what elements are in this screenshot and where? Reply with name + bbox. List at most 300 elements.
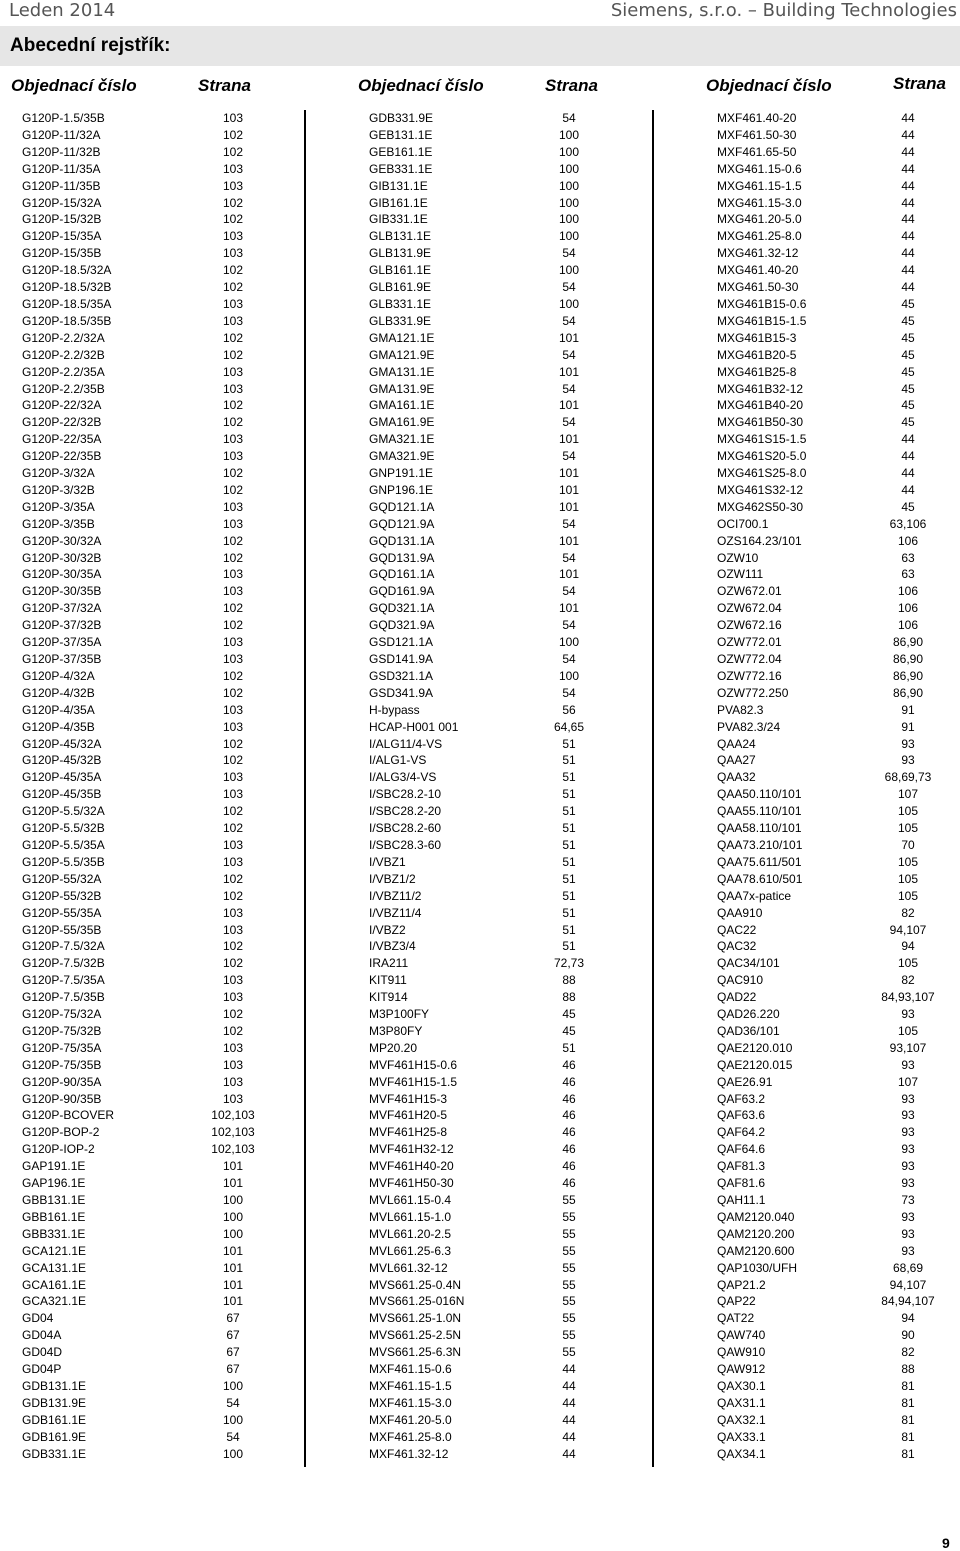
page-reference: 84,94,107 xyxy=(881,1294,935,1309)
order-number: I/VBZ1 xyxy=(369,854,406,869)
order-number: QAC34/101 xyxy=(717,956,780,971)
order-number: QAF64.6 xyxy=(717,1142,766,1157)
order-number: GCA161.1E xyxy=(22,1277,87,1292)
page-reference: 86,90 xyxy=(892,635,924,650)
order-number: G120P-30/35B xyxy=(22,584,102,599)
order-number: GMA321.1E xyxy=(369,432,435,447)
page-reference: 54 xyxy=(562,313,576,328)
order-number: GDB331.1E xyxy=(22,1446,87,1461)
page-reference: 101 xyxy=(222,1159,244,1174)
page-reference: 67 xyxy=(226,1311,240,1326)
page-reference: 54 xyxy=(562,246,576,261)
index-row xyxy=(369,516,639,533)
order-number: MXG461B15-0.6 xyxy=(717,296,807,311)
order-number: G120P-4/32B xyxy=(22,685,95,700)
page-reference: 102 xyxy=(222,888,244,903)
order-number: G120P-IOP-2 xyxy=(22,1142,95,1157)
order-number: QAF64.2 xyxy=(717,1125,766,1140)
order-number: QAW912 xyxy=(717,1362,766,1377)
order-number: GAP196.1E xyxy=(22,1176,86,1191)
page-reference: 67 xyxy=(226,1345,240,1360)
order-number: MXG461.15-0.6 xyxy=(717,161,802,176)
page-reference: 84,93,107 xyxy=(881,990,935,1005)
index-row xyxy=(369,1107,639,1124)
index-row xyxy=(22,1310,292,1327)
order-number: QAW910 xyxy=(717,1345,766,1360)
index-row xyxy=(369,1344,639,1361)
page-reference: 44 xyxy=(901,246,915,261)
page-reference: 51 xyxy=(562,939,576,954)
order-number: G120P-11/32A xyxy=(22,127,101,142)
page-reference: 101 xyxy=(558,533,580,548)
index-row xyxy=(22,1446,292,1463)
order-number: G120P-2.2/32B xyxy=(22,347,105,362)
page-reference: 81 xyxy=(901,1412,915,1427)
order-number: G120P-45/32B xyxy=(22,753,102,768)
index-row xyxy=(717,499,957,516)
page-reference: 55 xyxy=(562,1243,576,1258)
page-reference: 51 xyxy=(562,736,576,751)
page-reference: 51 xyxy=(562,753,576,768)
page-reference: 46 xyxy=(562,1074,576,1089)
index-row xyxy=(22,347,292,364)
index-row xyxy=(717,871,957,888)
index-row xyxy=(369,330,639,347)
order-number: GCA131.1E xyxy=(22,1260,87,1275)
index-row xyxy=(22,397,292,414)
index-row xyxy=(369,1327,639,1344)
order-number: GNP196.1E xyxy=(369,482,434,497)
order-number: G120P-18.5/35A xyxy=(22,296,112,311)
order-number: MVL661.15-0.4 xyxy=(369,1193,452,1207)
index-row xyxy=(22,1091,292,1108)
page-reference: 54 xyxy=(562,652,576,666)
index-row xyxy=(717,1344,957,1361)
order-number: GCA121.1E xyxy=(22,1243,87,1258)
index-row xyxy=(22,1412,292,1429)
page-reference: 68,69 xyxy=(892,1260,924,1275)
page-reference: 101 xyxy=(558,330,580,345)
order-number: QAA75.611/501 xyxy=(717,854,802,869)
index-row xyxy=(369,482,639,499)
order-number: PVA82.3 xyxy=(717,702,764,717)
order-number: G120P-90/35B xyxy=(22,1091,102,1106)
order-number: MVL661.25-6.3 xyxy=(369,1243,452,1258)
index-row xyxy=(22,972,292,989)
page-reference: 51 xyxy=(562,804,576,819)
page-reference: 101 xyxy=(558,364,580,379)
index-row xyxy=(369,1378,639,1395)
index-row xyxy=(22,195,292,212)
page-reference: 45 xyxy=(901,364,915,379)
page-reference: 103 xyxy=(222,516,244,531)
order-number: GD04P xyxy=(22,1362,62,1377)
index-row xyxy=(369,144,639,161)
page-reference: 54 xyxy=(562,381,576,396)
page-reference: 93 xyxy=(901,1176,915,1191)
page-reference: 102,103 xyxy=(211,1108,255,1123)
index-row xyxy=(369,955,639,972)
page-reference: 44 xyxy=(562,1378,576,1393)
page-reference: 63 xyxy=(901,550,915,565)
order-number: GQD121.1A xyxy=(369,499,435,514)
order-number: MXF461.40-20 xyxy=(717,111,797,125)
index-row xyxy=(22,144,292,161)
page-reference: 101 xyxy=(222,1294,244,1309)
page-reference: 44 xyxy=(901,466,915,481)
col1-page-header: Strana xyxy=(198,76,251,95)
index-row xyxy=(369,1429,639,1446)
col2-code-header: Objednací číslo xyxy=(358,76,484,95)
order-number: QAE2120.010 xyxy=(717,1040,793,1055)
order-number: G120P-37/32B xyxy=(22,618,102,633)
page-reference: 103 xyxy=(222,111,244,125)
index-row xyxy=(369,381,639,398)
index-row xyxy=(22,330,292,347)
index-row xyxy=(369,161,639,178)
page-reference: 81 xyxy=(901,1446,915,1461)
index-row xyxy=(22,161,292,178)
page-reference: 51 xyxy=(562,888,576,903)
page-reference: 106 xyxy=(897,601,919,616)
order-number: GMA131.1E xyxy=(369,364,435,379)
page-reference: 72,73 xyxy=(553,956,585,971)
order-number: GBB161.1E xyxy=(22,1209,86,1224)
page-reference: 81 xyxy=(901,1378,915,1393)
index-row xyxy=(369,769,639,786)
page-reference: 105 xyxy=(897,1023,919,1038)
order-number: OZW672.16 xyxy=(717,618,782,633)
order-number: QAA55.110/101 xyxy=(717,804,802,819)
order-number: GD04A xyxy=(22,1328,62,1343)
index-row xyxy=(717,1293,957,1310)
page-reference: 54 xyxy=(562,280,576,295)
page-reference: 54 xyxy=(562,415,576,430)
index-row xyxy=(369,1023,639,1040)
index-row xyxy=(717,465,957,482)
order-number: QAA73.210/101 xyxy=(717,837,803,852)
page-reference: 67 xyxy=(226,1362,240,1377)
page-reference: 100 xyxy=(558,229,580,244)
order-number: QAP22 xyxy=(717,1294,756,1309)
order-number: G120P-3/35B xyxy=(22,516,95,531)
page-reference: 44 xyxy=(901,482,915,497)
index-row xyxy=(717,1429,957,1446)
order-number: MXG461.32-12 xyxy=(717,246,799,261)
index-row xyxy=(22,1260,292,1277)
page-reference: 46 xyxy=(562,1108,576,1123)
page-reference: 51 xyxy=(562,871,576,886)
order-number: MXG461.15-1.5 xyxy=(717,178,802,193)
page-reference: 54 xyxy=(562,618,576,633)
page-reference: 107 xyxy=(897,1074,919,1089)
index-row xyxy=(369,871,639,888)
index-row xyxy=(369,989,639,1006)
index-row xyxy=(22,1023,292,1040)
order-number: G120P-75/32A xyxy=(22,1007,102,1022)
order-number: MP20.20 xyxy=(369,1040,418,1055)
index-row xyxy=(369,668,639,685)
index-row xyxy=(369,1361,639,1378)
order-number: MVL661.20-2.5 xyxy=(369,1226,452,1241)
index-row xyxy=(22,888,292,905)
page-reference: 102 xyxy=(222,618,244,633)
order-number: MVF461H50-30 xyxy=(369,1176,454,1191)
index-row xyxy=(717,685,957,702)
order-number: GSD141.9A xyxy=(369,652,434,666)
order-number: G120P-45/35B xyxy=(22,787,102,802)
index-row xyxy=(369,1260,639,1277)
index-row xyxy=(717,1378,957,1395)
page-reference: 102 xyxy=(222,1007,244,1022)
order-number: G120P-18.5/32B xyxy=(22,280,112,295)
header-company xyxy=(611,0,957,22)
page-reference: 93 xyxy=(901,736,915,751)
index-row xyxy=(22,1378,292,1395)
page-reference: 102,103 xyxy=(211,1125,255,1140)
index-row xyxy=(22,922,292,939)
order-number: G120P-55/32B xyxy=(22,888,102,903)
index-row xyxy=(717,837,957,854)
order-number: QAD36/101 xyxy=(717,1023,780,1038)
index-row xyxy=(717,431,957,448)
order-number: I/SBC28.2-20 xyxy=(369,804,442,819)
order-number: GEB161.1E xyxy=(369,144,433,159)
page-reference: 93 xyxy=(901,1108,915,1123)
page-reference: 44 xyxy=(901,280,915,295)
page-reference: 103 xyxy=(222,449,244,464)
index-row xyxy=(22,499,292,516)
index-row xyxy=(717,1107,957,1124)
page-reference: 103 xyxy=(222,990,244,1005)
order-number: GQD161.1A xyxy=(369,567,435,582)
index-row xyxy=(22,1395,292,1412)
order-number: HCAP-H001 001 xyxy=(369,719,459,734)
page-reference: 101 xyxy=(558,398,580,413)
order-number: MXG461.50-30 xyxy=(717,280,799,295)
order-number: QAA58.110/101 xyxy=(717,821,802,836)
index-row xyxy=(22,702,292,719)
order-number: GLB131.1E xyxy=(369,229,432,244)
index-row xyxy=(717,719,957,736)
index-row xyxy=(22,820,292,837)
order-number: QAA50.110/101 xyxy=(717,787,802,802)
index-row xyxy=(717,1141,957,1158)
page-reference: 94,107 xyxy=(889,1277,927,1292)
order-number: MXG461.20-5.0 xyxy=(717,212,802,227)
index-row xyxy=(717,313,957,330)
index-row xyxy=(717,1175,957,1192)
index-row xyxy=(369,448,639,465)
index-row xyxy=(717,1395,957,1412)
order-number: QAX32.1 xyxy=(717,1412,766,1427)
order-number: G120P-37/35A xyxy=(22,635,102,650)
index-row xyxy=(22,1226,292,1243)
page-reference: 44 xyxy=(901,263,915,278)
order-number: QAA27 xyxy=(717,753,756,768)
index-row xyxy=(717,1243,957,1260)
order-number: MXF461.15-0.6 xyxy=(369,1362,452,1377)
page-reference: 93 xyxy=(901,1142,915,1157)
page-reference: 44 xyxy=(901,229,915,244)
order-number: MVF461H32-12 xyxy=(369,1142,454,1157)
index-row xyxy=(369,837,639,854)
order-number: G120P-7.5/35A xyxy=(22,973,105,988)
page-reference: 54 xyxy=(562,449,576,464)
index-row xyxy=(717,955,957,972)
index-row xyxy=(717,262,957,279)
order-number: PVA82.3/24 xyxy=(717,719,781,734)
order-number: GNP191.1E xyxy=(369,466,434,481)
order-number: G120P-22/32A xyxy=(22,398,102,413)
order-number: G120P-BOP-2 xyxy=(22,1125,100,1140)
page-reference: 102 xyxy=(222,736,244,751)
page-reference: 63,106 xyxy=(889,516,927,531)
order-number: MXF461.15-1.5 xyxy=(369,1378,452,1393)
index-row xyxy=(717,110,957,127)
index-row xyxy=(369,1310,639,1327)
index-row xyxy=(717,752,957,769)
index-row xyxy=(22,617,292,634)
order-number: MXG461B50-30 xyxy=(717,415,804,430)
index-row xyxy=(22,381,292,398)
page-reference: 103 xyxy=(222,178,244,193)
order-number: GDB131.1E xyxy=(22,1378,87,1393)
page-reference: 55 xyxy=(562,1345,576,1360)
order-number: MVS661.25-0.4N xyxy=(369,1277,462,1292)
page-reference: 100 xyxy=(222,1193,244,1207)
page-reference: 102 xyxy=(222,280,244,295)
index-row xyxy=(717,161,957,178)
page-reference: 103 xyxy=(222,567,244,582)
order-number: QAM2120.600 xyxy=(717,1243,795,1258)
order-number: OZW772.250 xyxy=(717,685,789,700)
order-number: GLB331.1E xyxy=(369,296,432,311)
page-reference: 100 xyxy=(558,296,580,311)
index-row xyxy=(717,347,957,364)
order-number: MXF461.20-5.0 xyxy=(369,1412,452,1427)
order-number: MVL661.15-1.0 xyxy=(369,1209,452,1224)
page-reference: 70 xyxy=(901,837,915,852)
order-number: G120P-11/32B xyxy=(22,144,101,159)
index-row xyxy=(22,752,292,769)
index-row xyxy=(22,465,292,482)
index-row xyxy=(22,1074,292,1091)
page-reference: 106 xyxy=(897,618,919,633)
order-number: G120P-55/32A xyxy=(22,871,102,886)
index-row xyxy=(369,211,639,228)
order-number: G120P-2.2/35B xyxy=(22,381,105,396)
index-row xyxy=(369,1158,639,1175)
index-row xyxy=(22,583,292,600)
index-row xyxy=(22,516,292,533)
page-reference: 82 xyxy=(901,1345,915,1360)
page-reference: 45 xyxy=(901,296,915,311)
index-row xyxy=(717,854,957,871)
order-number: MVS661.25-6.3N xyxy=(369,1345,462,1360)
order-number: GLB161.9E xyxy=(369,280,432,295)
page-reference: 103 xyxy=(222,296,244,311)
order-number: OZW672.04 xyxy=(717,601,782,616)
page-reference: 88 xyxy=(562,973,576,988)
order-number: MVL661.32-12 xyxy=(369,1260,448,1275)
page-reference: 94 xyxy=(901,1311,915,1326)
page-reference: 103 xyxy=(222,787,244,802)
index-row xyxy=(22,1057,292,1074)
page-number: 9 xyxy=(942,1535,950,1551)
index-row xyxy=(717,195,957,212)
page-reference: 102 xyxy=(222,415,244,430)
index-row xyxy=(22,1175,292,1192)
index-row xyxy=(22,600,292,617)
index-row xyxy=(369,1395,639,1412)
index-row xyxy=(369,651,639,668)
index-row xyxy=(717,533,957,550)
page-reference: 103 xyxy=(222,1091,244,1106)
page-reference: 93 xyxy=(901,1091,915,1106)
index-column-1 xyxy=(22,110,292,1463)
order-number: MXG461B40-20 xyxy=(717,398,804,413)
index-row xyxy=(22,1141,292,1158)
index-row xyxy=(717,566,957,583)
page-reference: 100 xyxy=(222,1209,244,1224)
page-reference: 103 xyxy=(222,1074,244,1089)
index-row xyxy=(369,786,639,803)
page-reference: 86,90 xyxy=(892,652,924,666)
order-number: I/VBZ2 xyxy=(369,922,406,937)
page-reference: 102 xyxy=(222,753,244,768)
page-reference: 102 xyxy=(222,263,244,278)
index-row xyxy=(369,1141,639,1158)
page-reference: 101 xyxy=(558,432,580,447)
order-number: QAW740 xyxy=(717,1328,766,1343)
index-row xyxy=(717,482,957,499)
page-reference: 64,65 xyxy=(553,719,585,734)
index-row xyxy=(369,296,639,313)
order-number: GMA321.9E xyxy=(369,449,435,464)
order-number: G120P-1.5/35B xyxy=(22,111,105,125)
page-reference: 103 xyxy=(222,432,244,447)
page-reference: 100 xyxy=(222,1446,244,1461)
index-row xyxy=(369,313,639,330)
order-number: G120P-30/32A xyxy=(22,533,102,548)
index-row xyxy=(22,871,292,888)
order-number: MVF461H20-5 xyxy=(369,1108,448,1123)
order-number: M3P80FY xyxy=(369,1023,423,1038)
page-reference: 100 xyxy=(222,1378,244,1393)
order-number: G120P-30/35A xyxy=(22,567,102,582)
order-number: QAM2120.040 xyxy=(717,1209,795,1224)
index-row xyxy=(22,1361,292,1378)
page-reference: 100 xyxy=(558,212,580,227)
order-number: QAC910 xyxy=(717,973,764,988)
index-row xyxy=(22,414,292,431)
order-number: G120P-75/35A xyxy=(22,1040,102,1055)
index-row xyxy=(22,854,292,871)
order-number: MXG461S15-1.5 xyxy=(717,432,807,447)
index-row xyxy=(717,1412,957,1429)
index-row xyxy=(717,296,957,313)
page-reference: 105 xyxy=(897,821,919,836)
order-number: GLB161.1E xyxy=(369,263,432,278)
page-reference: 88 xyxy=(901,1362,915,1377)
page-reference: 102 xyxy=(222,668,244,683)
page-reference: 101 xyxy=(558,601,580,616)
page-reference: 67 xyxy=(226,1328,240,1343)
index-row xyxy=(717,989,957,1006)
page-reference: 105 xyxy=(897,888,919,903)
order-number: OCI700.1 xyxy=(717,516,769,531)
